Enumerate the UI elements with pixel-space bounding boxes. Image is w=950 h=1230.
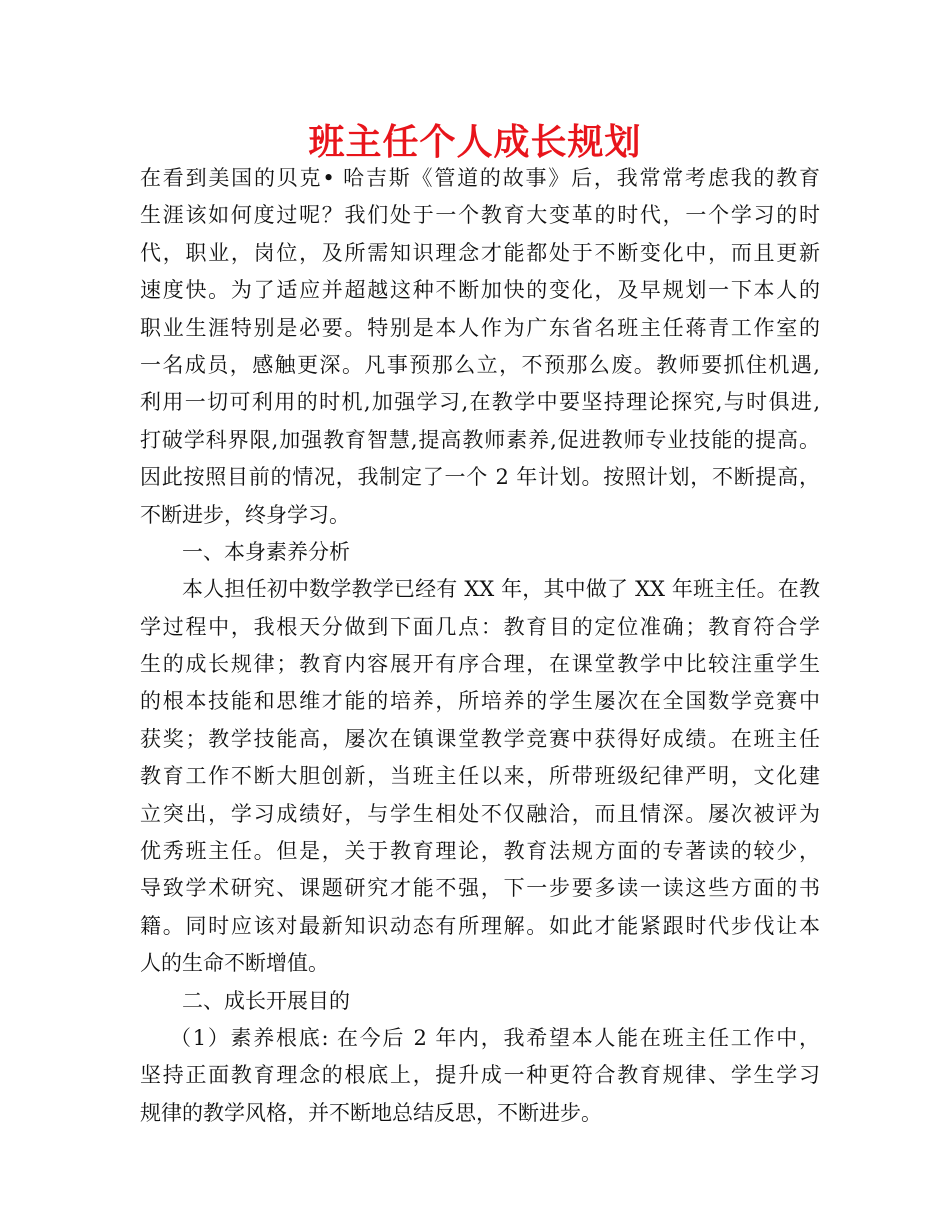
section-heading-2: 二、成长开展目的	[182, 988, 350, 1013]
document-title: 班主任个人成长规划	[308, 122, 642, 163]
text-line: 规律的教学风格，并不断地总结反思，不断进步。	[140, 1100, 602, 1125]
text-line: 优秀班主任。但是，关于教育理论，教育法规方面的专著读的较少，	[140, 839, 820, 864]
text-line: 速度快。为了适应并超越这种不断加快的变化，及早规划一下本人的	[140, 278, 820, 303]
text-line: （1）素养根底: 在今后 2 年内，我希望本人能在班主任工作中，	[170, 1025, 820, 1050]
paragraph-2	[140, 571, 820, 982]
text-line: 一名成员，感触更深。凡事预那么立，不预那么废。教师要抓住机遇,	[140, 352, 820, 377]
paragraph-1	[140, 160, 820, 534]
text-line: 不断进步，终身学习。	[140, 502, 350, 527]
text-line: 本人担任初中数学教学已经有 XX 年，其中做了 XX 年班主任。在教	[182, 577, 820, 602]
text-line: 导致学术研究、课题研究才能不强，下一步要多读一读这些方面的书	[140, 876, 820, 901]
text-line: 坚持正面教育理念的根底上，提升成一种更符合教育规律、学生学习	[140, 1063, 820, 1088]
text-line: 在看到美国的贝克• 哈吉斯《管道的故事》后，我常常考虑我的教育	[140, 166, 820, 190]
section-heading-1: 一、本身素养分析	[182, 539, 350, 564]
text-line: 教育工作不断大胆创新，当班主任以来，所带班级纪律严明，文化建	[140, 764, 820, 789]
text-line: 人的生命不断增值。	[140, 951, 329, 976]
document-body	[140, 160, 820, 1132]
text-line: 利用一切可利用的时机,加强学习,在教学中要坚持理论探究,与时俱进,	[140, 390, 820, 415]
text-line: 立突出，学习成绩好，与学生相处不仅融洽，而且情深。屡次被评为	[140, 801, 820, 826]
text-line: 的根本技能和思维才能的培养，所培养的学生屡次在全国数学竞赛中	[140, 689, 820, 714]
text-line: 职业生涯特别是必要。特别是本人作为广东省名班主任蒋青工作室的	[140, 315, 820, 340]
text-line: 打破学科界限,加强教育智慧,提高教师素养,促进教师专业技能的提高。	[140, 427, 820, 452]
text-line: 籍。同时应该对最新知识动态有所理解。如此才能紧跟时代步伐让本	[140, 913, 820, 938]
text-line: 代，职业，岗位，及所需知识理念才能都处于不断变化中，而且更新	[140, 240, 820, 265]
text-line: 学过程中，我根天分做到下面几点：教育目的定位准确；教育符合学	[140, 614, 820, 639]
text-line: 生涯该如何度过呢？我们处于一个教育大变革的时代，一个学习的时	[140, 203, 820, 228]
text-line: 获奖；教学技能高，屡次在镇课堂教学竞赛中获得好成绩。在班主任	[140, 726, 820, 751]
text-line: 因此按照目前的情况，我制定了一个 2 年计划。按照计划，不断提高，	[140, 465, 820, 490]
paragraph-3	[140, 1020, 820, 1132]
text-line: 生的成长规律；教育内容展开有序合理，在课堂教学中比较注重学生	[140, 652, 820, 677]
